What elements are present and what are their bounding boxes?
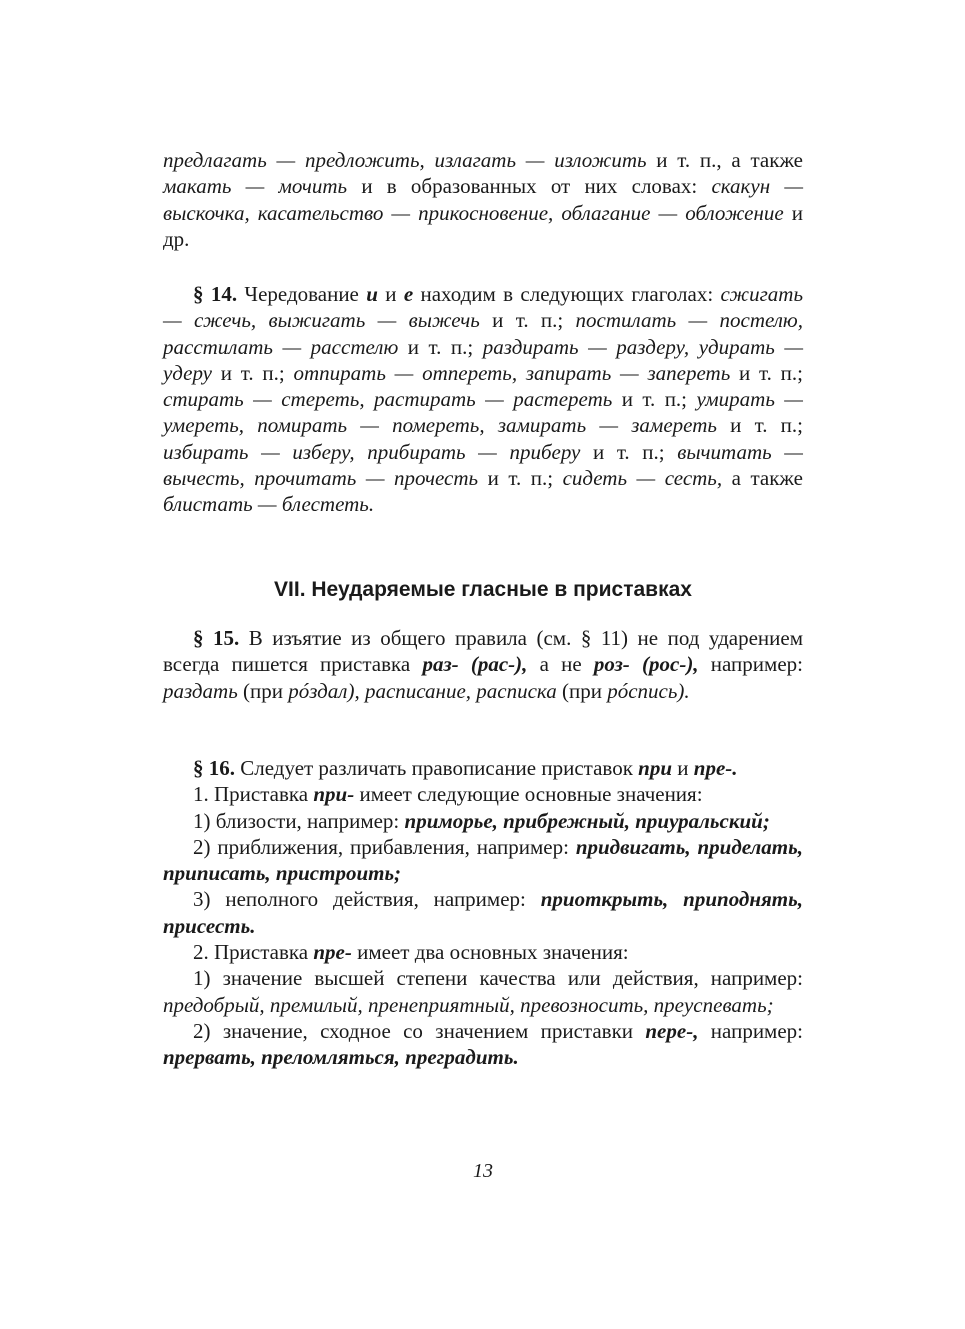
text: 3) неполного действия, например: [193, 887, 541, 912]
prefix: раз- (рас-), [422, 652, 528, 677]
text: (при [556, 678, 608, 703]
text: и [377, 282, 404, 306]
example-words: рóспись). [607, 678, 690, 703]
text: имеет следующие основные значения: [354, 782, 703, 807]
example-words: стирать — стереть, растирать — растереть [163, 387, 613, 412]
text: и т. п.; [730, 360, 803, 385]
example-words: излагать — изложить [434, 148, 647, 172]
example-words: вычитать — вычесть, прочитать — прочесть [163, 439, 803, 491]
text: и в образованных от них словах: [347, 174, 712, 199]
text: и т. п.; [212, 360, 294, 385]
example-words: сжигать — сжечь, выжигать — выжечь [163, 282, 804, 333]
example-words: отпирать — отпереть, запирать — запереть [293, 360, 731, 385]
example-words: прервать, преломляться, преградить. [163, 1045, 519, 1070]
text: 1) значение высшей степени качества или действия, например: [193, 966, 803, 991]
paragraph-15 [163, 625, 803, 704]
example-words: предлагать — предложить, [163, 148, 425, 172]
text: и [672, 756, 694, 780]
example-words: приоткрыть, приподнять, присесть. [163, 887, 803, 938]
example-words: избирать — изберу, прибирать — приберу [163, 439, 581, 464]
text [425, 148, 435, 172]
text: 2. Приставка [193, 940, 314, 965]
text: и т. п.; [478, 466, 563, 491]
example-words: сидеть — сесть, [562, 466, 723, 491]
text: Чередование [237, 282, 367, 306]
text: 1. Приставка [193, 782, 314, 807]
example-words: придвигать, приделать, приписать, пристроить; [163, 834, 803, 886]
prefix: роз- (рос-), [593, 652, 699, 677]
text: находим в следующих глаголах: [413, 282, 721, 306]
example-words: рóздал), [288, 678, 360, 703]
prefix: пре- [313, 940, 352, 965]
example-words: предобрый, премилый, пренеприятный, превозносить, преуспевать; [163, 992, 774, 1017]
example-words: приморье, прибрежный, приуральский; [404, 808, 770, 833]
text: а также [722, 466, 803, 491]
text: а не [527, 652, 594, 677]
text: и т. п., а также [646, 148, 803, 172]
example-words: скакун — выскочка, касательство — прикосновение, облагание — обложение [163, 174, 804, 225]
example-words: блистать — блестеть. [163, 492, 375, 517]
prefix: при [638, 756, 673, 780]
prefix: пере-, [645, 1018, 699, 1043]
section-number: § 15. [193, 626, 240, 650]
text: например: [698, 652, 803, 677]
text: имеет два основных значения: [351, 940, 629, 965]
text: и др. [163, 200, 803, 251]
section-number: § 14. [193, 282, 238, 306]
prefix: при- [313, 782, 355, 807]
prefix: пре-. [693, 756, 738, 780]
letter: и [366, 282, 378, 306]
text: (при [237, 678, 289, 703]
letter: е [403, 282, 414, 306]
text: и т. п.; [479, 308, 576, 333]
paragraph-16 [163, 755, 803, 1071]
text: и т. п.; [716, 413, 803, 438]
example-words: макать — мочить [163, 174, 348, 199]
example-words: расписание, расписка [364, 678, 557, 703]
text: 2) значение, сходное со значением приставки [193, 1018, 646, 1043]
example-words: умирать — умереть, помирать — помереть, замирать — замереть [163, 387, 803, 438]
text: например: [698, 1018, 804, 1043]
paragraph-14 [163, 281, 803, 518]
text: и т. п.; [580, 439, 678, 464]
text: В изъятие из общего правила (см. § 11) не под ударением всегда пишется приставка [163, 626, 803, 677]
text: 1) близости, например: [193, 808, 405, 833]
chapter-heading: VII. Неударяемые гласные в приставках [274, 578, 692, 601]
text: и т. п.; [398, 334, 483, 359]
example-words: раздирать — раздеру, удирать — удеру [163, 334, 803, 385]
text: и т. п.; [612, 387, 697, 412]
example-words: постилать — постелю, расстилать — расстелю [163, 308, 803, 359]
section-number: § 16. [193, 756, 235, 780]
text: Следует различать правописание приставок [235, 756, 639, 780]
text: 2) приближения, прибавления, например: [193, 834, 576, 859]
paragraph-continuation [163, 147, 803, 252]
page-number: 13 [473, 1160, 493, 1182]
example-words: раздать [163, 678, 238, 703]
